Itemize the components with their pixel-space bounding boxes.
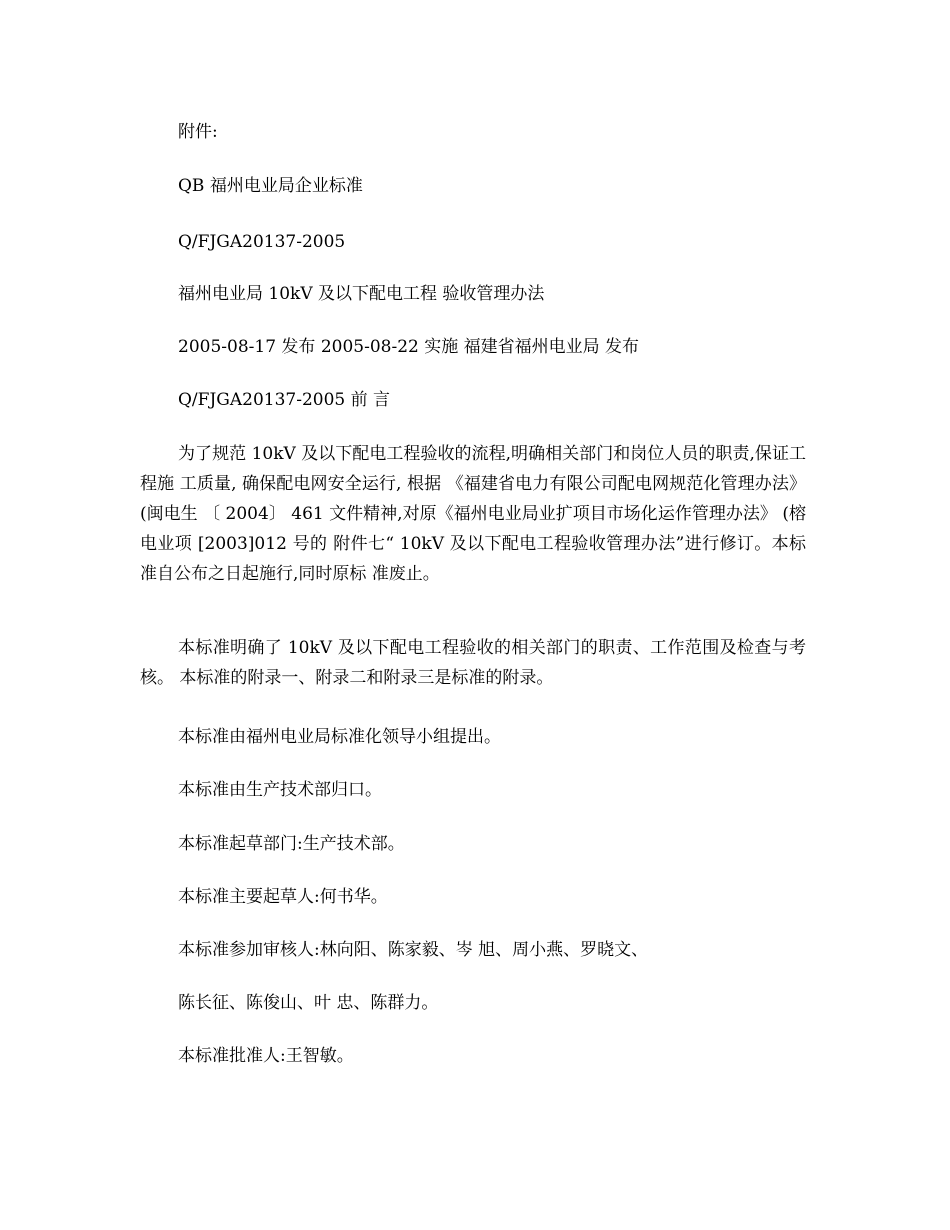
approver: 本标准批准人:王智敏。 — [178, 1046, 354, 1066]
preface-paragraph-2: 本标准明确了 10kV 及以下配电工程验收的相关部门的职责、工作范围及检查与考核。 本标准的附录一、附录二和附录三是标准的附录。 — [140, 638, 806, 688]
attachment-label: 附件: — [178, 122, 218, 142]
drafting-department: 本标准起草部门:生产技术部。 — [178, 834, 405, 854]
enterprise-standard-header: QB 福州电业局企业标准 — [178, 176, 363, 196]
main-drafter: 本标准主要起草人:何书华。 — [178, 887, 388, 907]
reviewers-line-1: 本标准参加审核人:林向阳、陈家毅、岑 旭、周小燕、罗晓文、 — [178, 940, 649, 960]
preface-paragraph-1: 为了规范 10kV 及以下配电工程验收的流程,明确相关部门和岗位人员的职责,保证工程施 工质量, 确保配电网安全运行, 根据 《福建省电力有限公司配电网规范化管理办法》 (闽电生 〔 2004〕 461 文件精神,对原《福州电业局业扩项目市场化运作管理办法》 (榕电业项 [2003]012 号的 附件七“ 10kV 及以下配电工程验收管理办法”进行修订。本标准自公布之日起施行,同时原标 准废止。 — [140, 444, 806, 584]
reviewers-line-2: 陈长征、陈俊山、叶 忠、陈群力。 — [178, 993, 439, 1013]
document-title: 福州电业局 10kV 及以下配电工程 验收管理办法 — [178, 284, 545, 304]
preface-heading: Q/FJGA20137-2005 前 言 — [178, 390, 391, 410]
standard-code: Q/FJGA20137-2005 — [178, 232, 346, 252]
managed-by: 本标准由生产技术部归口。 — [178, 780, 382, 800]
proposed-by: 本标准由福州电业局标准化领导小组提出。 — [178, 727, 501, 747]
publication-dates: 2005-08-17 发布 2005-08-22 实施 福建省福州电业局 发布 — [178, 337, 640, 357]
